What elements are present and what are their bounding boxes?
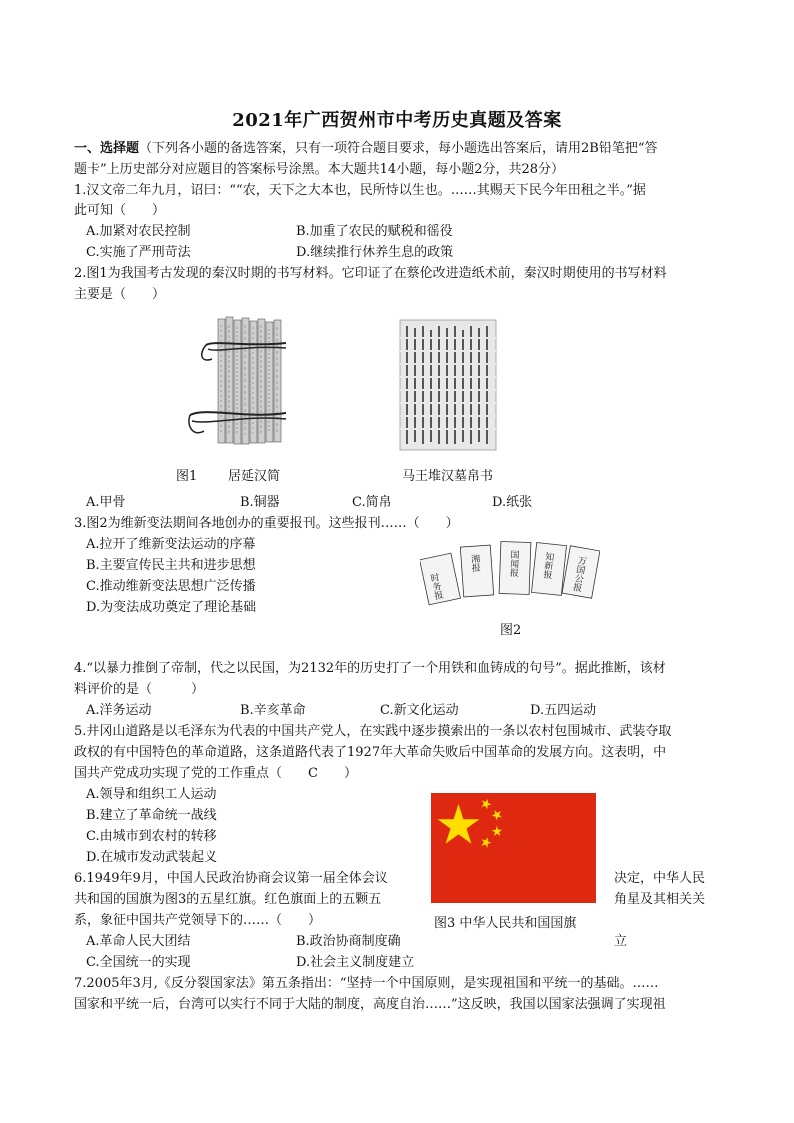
q1-option-c: C.实施了严刑苛法 (86, 245, 191, 260)
q7-stem-line1: 7.2005年3月,《反分裂国家法》第五条指出：“坚持一个中国原则，是实现祖国和平统一的基础。…… (74, 976, 659, 991)
paper-label-1: 时务报 (427, 572, 444, 601)
q6-option-d: D.社会主义制度建立 (296, 955, 415, 970)
q6-stem-line2a: 共和国的国旗为图3的五星红旗。红色旗面上的五颗五 (74, 892, 382, 907)
q6-option-c: C.全国统一的实现 (86, 955, 191, 970)
q5-stem-line1: 5.井冈山道路是以毛泽东为代表的中国共产党人，在实践中逐步摸索出的一条以农村包围城市、武装夺取 (74, 724, 672, 739)
q4-option-a: A.洋务运动 (86, 703, 152, 718)
q5-option-a: A.领导和组织工人运动 (86, 787, 217, 802)
q6-stem-line1a: 6.1949年9月，中国人民政治协商会议第一届全体会议 (74, 871, 388, 886)
q6-stem-line2b: 角星及其相关关 (614, 892, 706, 907)
q4-stem-line2: 料评价的是（ ） (74, 682, 205, 697)
q4-option-c: C.新文化运动 (380, 703, 459, 718)
silk-manuscript-image (398, 318, 498, 452)
q5-stem-line3: 国共产党成功实现了党的工作重点（ C ） (74, 766, 357, 781)
figure2-caption: 图2 (500, 623, 522, 638)
paper-label-3: 国闻报 (507, 549, 519, 578)
section-instructions-line2: 题卡”上历史部分对应题目的答案标号涂黑。本大题共14小题，每小题2分，共28分） (74, 162, 565, 177)
section-instructions-line1 (74, 141, 658, 157)
q4-option-d: D.五四运动 (530, 703, 597, 718)
q5-option-c: C.由城市到农村的转移 (86, 829, 217, 844)
q3-option-c: C.推动维新变法思想广泛传播 (86, 579, 256, 594)
q4-option-b: B.辛亥革命 (240, 703, 306, 718)
q1-option-d: D.继续推行休养生息的政策 (296, 245, 454, 260)
figure1-left-caption: 居延汉简 (228, 469, 281, 484)
paper-label-5: 万国公报 (570, 555, 587, 593)
q5-option-b: B.建立了革命统一战线 (86, 808, 217, 823)
figure1-right-caption: 马王堆汉墓帛书 (402, 469, 494, 484)
flag-field (431, 793, 596, 903)
q2-option-b: B.铜器 (240, 495, 280, 510)
q5-stem-line2: 政权的有中国特色的革命道路，这条道路代表了1927年大革命失败后中国革命的发展方向。这表明，中 (74, 745, 667, 760)
bamboo-slips-image (186, 315, 296, 450)
figure1-number: 图1 (176, 469, 198, 484)
q5-option-d: D.在城市发动武装起义 (86, 850, 218, 865)
page-title: 2021年广西贺州市中考历史真题及答案 (232, 110, 562, 131)
q1-stem-line2: 此可知（ ） (74, 203, 166, 218)
q1-option-a: A.加紧对农民控制 (86, 224, 191, 239)
q7-stem-line2: 国家和平统一后，台湾可以实行不同于大陆的制度，高度自治……”这反映，我国以国家法强调了实现祖 (74, 997, 666, 1012)
q6-stem-line1b: 决定，中华人民 (614, 871, 706, 886)
q2-option-a: A.甲骨 (86, 495, 126, 510)
q3-option-b: B.主要宣传民主共和进步思想 (86, 558, 256, 573)
q3-option-d: D.为变法成功奠定了理论基础 (86, 600, 257, 615)
figure3-caption: 图3 中华人民共和国国旗 (434, 916, 577, 931)
section-heading: 一、选择题 (74, 141, 140, 156)
q1-option-b: B.加重了农民的赋税和徭役 (296, 224, 453, 239)
q2-stem-line2: 主要是（ ） (74, 287, 166, 302)
q2-option-c: C.简帛 (352, 495, 392, 510)
section-instr1: （下列各小题的备选答案，只有一项符合题目要求，每小题选出答案后，请用2B铅笔把“答 (139, 141, 658, 156)
q6-option-b: B.政治协商制度确 (296, 934, 401, 949)
q2-stem-line1: 2.图1为我国考古发现的秦汉时期的书写材料。它印证了在蔡伦改进造纸术前，秦汉时期使用的书写材料 (74, 266, 667, 281)
newspapers-image (420, 538, 600, 610)
q6-option-a: A.革命人民大团结 (86, 934, 191, 949)
q1-stem-line1: 1.汉文帝二年九月，诏曰：““农，天下之大本也，民所恃以生也。……其赐天下民今年田租之半。”据 (74, 183, 646, 198)
paper-label-2: 湘报 (468, 553, 481, 573)
q4-stem-line1: 4.“以暴力推倒了帝制，代之以民国，为2132年的历史打了一个用铁和血铸成的句号”。据此推断，该材 (74, 661, 666, 676)
prc-flag-image (430, 793, 597, 903)
q6-option-b-tail: 立 (614, 934, 628, 949)
q2-option-d: D.纸张 (492, 495, 533, 510)
paper-label-4: 知新报 (540, 551, 554, 580)
q6-stem-line3: 系，象征中国共产党领导下的……（ ） (74, 913, 322, 928)
q3-stem: 3.图2为维新变法期间各地创办的重要报刊。这些报刊……（ ） (74, 516, 459, 531)
q3-option-a: A.拉开了维新变法运动的序幕 (86, 537, 256, 552)
